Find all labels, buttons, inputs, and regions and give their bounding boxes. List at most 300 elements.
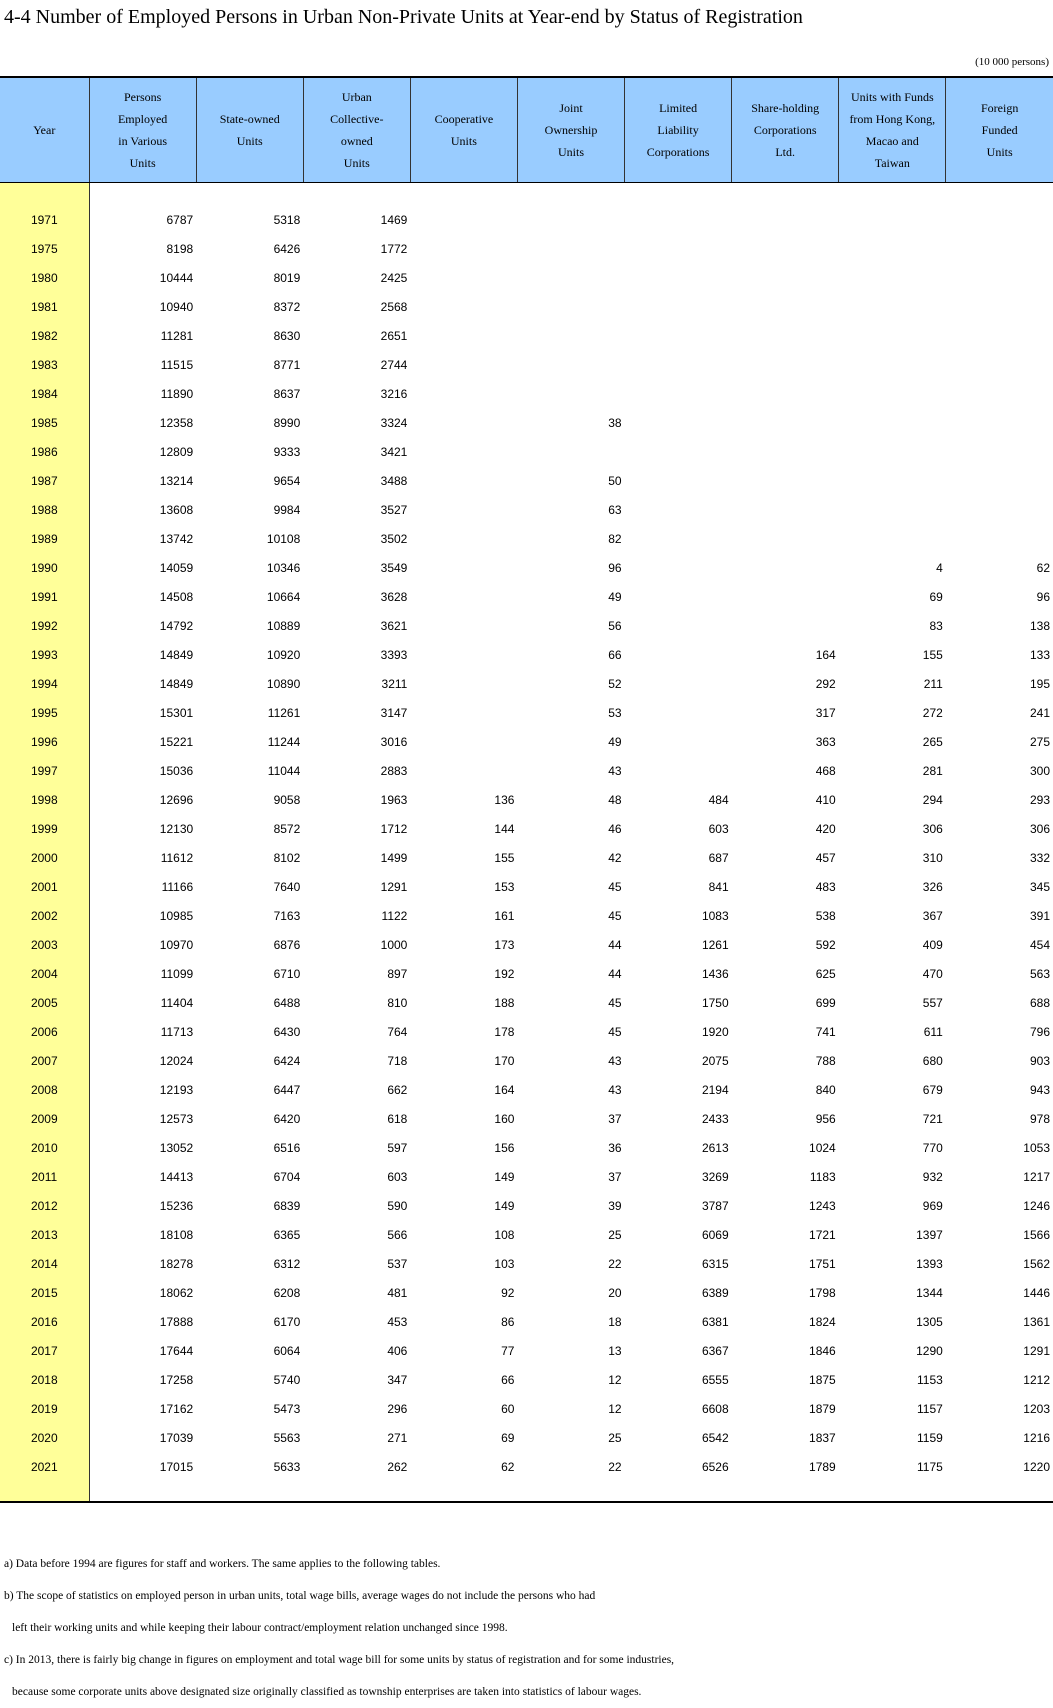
table-row bbox=[0, 495, 1053, 524]
value-cell: 770 bbox=[922, 1140, 943, 1155]
column-header-line: Units bbox=[129, 156, 156, 170]
value-cell: 10940 bbox=[159, 299, 194, 314]
table-row bbox=[0, 1133, 1053, 1162]
value-cell: 10108 bbox=[266, 531, 301, 546]
value-cell: 173 bbox=[494, 937, 515, 952]
value-cell: 9058 bbox=[273, 792, 301, 807]
value-cell: 241 bbox=[1029, 705, 1050, 720]
value-cell: 10920 bbox=[266, 647, 301, 662]
year-cell: 2020 bbox=[0, 1423, 89, 1452]
year-cell: 1982 bbox=[0, 321, 89, 350]
value-cell: 310 bbox=[922, 850, 943, 865]
table-row bbox=[0, 756, 1053, 785]
value-cell: 12573 bbox=[159, 1111, 194, 1126]
value-cell: 62 bbox=[501, 1459, 515, 1474]
value-cell bbox=[410, 321, 517, 350]
value-cell: 11099 bbox=[160, 966, 194, 981]
value-cell: 5318 bbox=[273, 212, 301, 227]
value-cell: 1153 bbox=[917, 1372, 943, 1387]
table-row bbox=[0, 901, 1053, 930]
value-cell: 153 bbox=[494, 879, 515, 894]
year-cell: 1991 bbox=[0, 582, 89, 611]
value-cell: 699 bbox=[815, 995, 836, 1010]
value-cell: 5633 bbox=[273, 1459, 301, 1474]
year-cell: 1995 bbox=[0, 698, 89, 727]
value-cell: 1751 bbox=[809, 1256, 836, 1271]
value-cell: 9984 bbox=[273, 502, 301, 517]
value-cell bbox=[946, 437, 1053, 466]
value-cell bbox=[625, 379, 732, 408]
value-cell bbox=[946, 524, 1053, 553]
column-header-line: Units bbox=[986, 145, 1013, 159]
value-cell: 8771 bbox=[273, 357, 301, 372]
value-cell: 103 bbox=[494, 1256, 515, 1271]
value-cell: 796 bbox=[1029, 1024, 1050, 1039]
value-cell bbox=[732, 292, 839, 321]
value-cell: 454 bbox=[1029, 937, 1050, 952]
value-cell: 2194 bbox=[701, 1082, 729, 1097]
value-cell: 60 bbox=[501, 1401, 515, 1416]
value-cell: 18 bbox=[608, 1314, 622, 1329]
value-cell: 363 bbox=[815, 734, 836, 749]
value-cell: 688 bbox=[1029, 995, 1050, 1010]
value-cell: 6608 bbox=[701, 1401, 729, 1416]
value-cell: 538 bbox=[815, 908, 836, 923]
value-cell: 1721 bbox=[809, 1227, 836, 1242]
value-cell: 25 bbox=[608, 1430, 622, 1445]
value-cell bbox=[625, 408, 732, 437]
value-cell: 45 bbox=[608, 1024, 622, 1039]
column-header-line: Cooperative bbox=[434, 112, 494, 126]
value-cell bbox=[946, 292, 1053, 321]
value-cell: 597 bbox=[387, 1140, 408, 1155]
value-cell: 8572 bbox=[273, 821, 301, 836]
year-cell: 2004 bbox=[0, 959, 89, 988]
column-header-line: Taiwan bbox=[874, 156, 910, 170]
value-cell: 66 bbox=[501, 1372, 515, 1387]
table-row bbox=[0, 1162, 1053, 1191]
spacer-cell bbox=[839, 183, 946, 206]
value-cell: 155 bbox=[922, 647, 943, 662]
value-cell: 3016 bbox=[380, 734, 408, 749]
value-cell bbox=[732, 321, 839, 350]
value-cell bbox=[839, 524, 946, 553]
table-row bbox=[0, 872, 1053, 901]
value-cell bbox=[732, 437, 839, 466]
value-cell bbox=[410, 234, 517, 263]
value-cell: 326 bbox=[922, 879, 943, 894]
value-cell bbox=[732, 495, 839, 524]
value-cell: 563 bbox=[1029, 966, 1050, 981]
table-row bbox=[0, 785, 1053, 814]
year-cell: 1981 bbox=[0, 292, 89, 321]
value-cell: 49 bbox=[608, 589, 622, 604]
year-cell: 1999 bbox=[0, 814, 89, 843]
value-cell: 1024 bbox=[809, 1140, 836, 1155]
value-cell: 10444 bbox=[159, 270, 194, 285]
value-cell: 10985 bbox=[159, 908, 194, 923]
value-cell: 18278 bbox=[159, 1256, 194, 1271]
value-cell: 43 bbox=[608, 1082, 622, 1097]
value-cell: 3527 bbox=[380, 502, 408, 517]
value-cell: 557 bbox=[922, 995, 943, 1010]
value-cell bbox=[946, 495, 1053, 524]
value-cell: 306 bbox=[922, 821, 943, 836]
year-cell: 1983 bbox=[0, 350, 89, 379]
value-cell: 1436 bbox=[701, 966, 729, 981]
value-cell bbox=[410, 205, 517, 234]
footnote: a) Data before 1994 are figures for staff and workers. The same applies to the following tables. bbox=[4, 1558, 441, 1570]
value-cell bbox=[839, 263, 946, 292]
value-cell: 1963 bbox=[380, 792, 408, 807]
table-row bbox=[0, 640, 1053, 669]
value-cell: 956 bbox=[815, 1111, 836, 1126]
value-cell: 1203 bbox=[1023, 1401, 1050, 1416]
value-cell: 468 bbox=[815, 763, 836, 778]
value-cell: 188 bbox=[494, 995, 515, 1010]
value-cell: 144 bbox=[494, 821, 515, 836]
value-cell: 45 bbox=[608, 908, 622, 923]
value-cell bbox=[517, 292, 624, 321]
value-cell: 44 bbox=[608, 966, 622, 981]
value-cell: 275 bbox=[1029, 734, 1050, 749]
value-cell: 2651 bbox=[380, 328, 408, 343]
value-cell bbox=[946, 466, 1053, 495]
value-cell: 195 bbox=[1029, 676, 1050, 691]
value-cell: 45 bbox=[608, 995, 622, 1010]
value-cell bbox=[732, 553, 839, 582]
spacer-cell bbox=[303, 1481, 410, 1502]
year-cell: 1989 bbox=[0, 524, 89, 553]
value-cell bbox=[410, 611, 517, 640]
value-cell bbox=[410, 495, 517, 524]
value-cell: 6516 bbox=[273, 1140, 301, 1155]
value-cell bbox=[625, 524, 732, 553]
value-cell: 3216 bbox=[380, 386, 408, 401]
value-cell: 1393 bbox=[916, 1256, 943, 1271]
value-cell: 978 bbox=[1029, 1111, 1050, 1126]
value-cell: 11044 bbox=[267, 763, 301, 778]
column-header-line: Corporations bbox=[646, 145, 710, 159]
value-cell: 15221 bbox=[159, 734, 194, 749]
value-cell: 8372 bbox=[273, 299, 301, 314]
table-row bbox=[0, 611, 1053, 640]
value-cell bbox=[410, 669, 517, 698]
value-cell: 14413 bbox=[159, 1169, 194, 1184]
value-cell: 7163 bbox=[273, 908, 301, 923]
value-cell bbox=[732, 524, 839, 553]
table-row bbox=[0, 205, 1053, 234]
value-cell: 1212 bbox=[1023, 1372, 1050, 1387]
value-cell: 25 bbox=[608, 1227, 622, 1242]
table-row bbox=[0, 1365, 1053, 1394]
value-cell bbox=[517, 350, 624, 379]
table-row bbox=[0, 1017, 1053, 1046]
value-cell: 149 bbox=[494, 1169, 515, 1184]
value-cell: 603 bbox=[387, 1169, 408, 1184]
column-header bbox=[89, 77, 196, 183]
value-cell: 12130 bbox=[159, 821, 194, 836]
value-cell: 10889 bbox=[266, 618, 301, 633]
value-cell: 300 bbox=[1029, 763, 1050, 778]
value-cell: 12193 bbox=[159, 1082, 194, 1097]
value-cell: 6069 bbox=[701, 1227, 729, 1242]
table-row bbox=[0, 988, 1053, 1017]
value-cell: 1798 bbox=[809, 1285, 836, 1300]
value-cell: 86 bbox=[501, 1314, 515, 1329]
value-cell: 8630 bbox=[273, 328, 301, 343]
value-cell bbox=[946, 350, 1053, 379]
value-cell: 12809 bbox=[159, 444, 194, 459]
value-cell bbox=[839, 205, 946, 234]
year-cell: 2011 bbox=[0, 1162, 89, 1191]
column-header-line: Limited bbox=[659, 101, 698, 115]
column-header-line: Persons bbox=[123, 90, 162, 104]
value-cell: 10346 bbox=[266, 560, 301, 575]
table-row bbox=[0, 1423, 1053, 1452]
value-cell: 6555 bbox=[701, 1372, 729, 1387]
value-cell: 14059 bbox=[159, 560, 194, 575]
year-cell: 2000 bbox=[0, 843, 89, 872]
year-cell: 2016 bbox=[0, 1307, 89, 1336]
value-cell: 7640 bbox=[273, 879, 301, 894]
value-cell: 718 bbox=[387, 1053, 408, 1068]
table-row bbox=[0, 263, 1053, 292]
value-cell: 1290 bbox=[916, 1343, 943, 1358]
value-cell: 1499 bbox=[380, 850, 408, 865]
value-cell bbox=[625, 292, 732, 321]
value-cell: 590 bbox=[387, 1198, 408, 1213]
value-cell: 52 bbox=[608, 676, 622, 691]
value-cell: 453 bbox=[387, 1314, 408, 1329]
table-row bbox=[0, 1249, 1053, 1278]
year-cell: 2018 bbox=[0, 1365, 89, 1394]
table-row bbox=[0, 321, 1053, 350]
value-cell: 764 bbox=[387, 1024, 408, 1039]
value-cell: 1243 bbox=[809, 1198, 836, 1213]
value-cell: 17015 bbox=[159, 1459, 194, 1474]
value-cell: 3488 bbox=[380, 473, 408, 488]
value-cell: 15036 bbox=[159, 763, 194, 778]
column-header-line: Share-holding bbox=[751, 101, 820, 115]
column-header bbox=[839, 77, 946, 183]
column-header-line: Corporations bbox=[753, 123, 817, 137]
value-cell: 943 bbox=[1029, 1082, 1050, 1097]
value-cell bbox=[839, 495, 946, 524]
value-cell: 82 bbox=[608, 531, 622, 546]
value-cell bbox=[946, 234, 1053, 263]
value-cell bbox=[732, 408, 839, 437]
value-cell bbox=[839, 437, 946, 466]
value-cell: 566 bbox=[387, 1227, 408, 1242]
value-cell: 53 bbox=[608, 705, 622, 720]
column-header-line: Ltd. bbox=[775, 145, 796, 159]
value-cell: 10970 bbox=[159, 937, 194, 952]
value-cell: 192 bbox=[494, 966, 515, 981]
value-cell: 6488 bbox=[273, 995, 301, 1010]
value-cell: 69 bbox=[929, 589, 943, 604]
value-cell bbox=[410, 466, 517, 495]
value-cell: 3324 bbox=[380, 415, 408, 430]
value-cell: 13 bbox=[608, 1343, 622, 1358]
value-cell: 50 bbox=[608, 473, 622, 488]
value-cell: 6208 bbox=[273, 1285, 301, 1300]
value-cell: 17258 bbox=[159, 1372, 194, 1387]
value-cell: 1261 bbox=[701, 937, 729, 952]
table-row bbox=[0, 669, 1053, 698]
value-cell: 3502 bbox=[380, 531, 408, 546]
column-header-line: Joint bbox=[559, 101, 583, 115]
spacer-cell bbox=[303, 183, 410, 206]
year-cell: 1992 bbox=[0, 611, 89, 640]
table-row bbox=[0, 466, 1053, 495]
column-header-line: Units bbox=[236, 134, 263, 148]
table-body bbox=[0, 183, 1053, 1503]
value-cell: 17644 bbox=[159, 1343, 194, 1358]
value-cell: 6704 bbox=[273, 1169, 301, 1184]
value-cell: 2433 bbox=[701, 1111, 729, 1126]
value-cell: 6420 bbox=[273, 1111, 301, 1126]
value-cell bbox=[732, 466, 839, 495]
value-cell bbox=[410, 524, 517, 553]
value-cell: 721 bbox=[922, 1111, 943, 1126]
table-row bbox=[0, 350, 1053, 379]
value-cell bbox=[625, 727, 732, 756]
value-cell: 294 bbox=[922, 792, 943, 807]
value-cell bbox=[625, 495, 732, 524]
footnote: b) The scope of statistics on employed person in urban units, total wage bills, average wages do not include the persons who had bbox=[4, 1590, 596, 1602]
value-cell: 17039 bbox=[159, 1430, 194, 1445]
value-cell: 1772 bbox=[380, 241, 408, 256]
value-cell: 6312 bbox=[273, 1256, 301, 1271]
value-cell: 63 bbox=[608, 502, 622, 517]
value-cell: 1157 bbox=[917, 1401, 943, 1416]
table-row bbox=[0, 437, 1053, 466]
year-cell: 2010 bbox=[0, 1133, 89, 1162]
value-cell: 11404 bbox=[160, 995, 194, 1010]
value-cell: 265 bbox=[922, 734, 943, 749]
spacer-cell bbox=[839, 1481, 946, 1502]
value-cell: 136 bbox=[494, 792, 515, 807]
value-cell: 12696 bbox=[159, 792, 194, 807]
value-cell bbox=[410, 756, 517, 785]
value-cell: 6447 bbox=[273, 1082, 301, 1097]
value-cell: 391 bbox=[1029, 908, 1050, 923]
value-cell: 5473 bbox=[273, 1401, 301, 1416]
year-cell: 1990 bbox=[0, 553, 89, 582]
value-cell: 2883 bbox=[380, 763, 408, 778]
column-header bbox=[732, 77, 839, 183]
column-header bbox=[517, 77, 624, 183]
column-header bbox=[303, 77, 410, 183]
year-cell: 2021 bbox=[0, 1452, 89, 1481]
value-cell: 12 bbox=[608, 1401, 622, 1416]
value-cell: 6365 bbox=[273, 1227, 301, 1242]
value-cell bbox=[517, 234, 624, 263]
value-cell bbox=[732, 582, 839, 611]
value-cell bbox=[517, 321, 624, 350]
year-cell: 1984 bbox=[0, 379, 89, 408]
value-cell bbox=[946, 205, 1053, 234]
value-cell: 1291 bbox=[1023, 1343, 1050, 1358]
value-cell: 1846 bbox=[809, 1343, 836, 1358]
value-cell: 11244 bbox=[267, 734, 301, 749]
value-cell: 156 bbox=[494, 1140, 515, 1155]
value-cell: 484 bbox=[708, 792, 729, 807]
value-cell bbox=[732, 234, 839, 263]
value-cell: 1217 bbox=[1023, 1169, 1050, 1184]
value-cell: 6526 bbox=[701, 1459, 729, 1474]
table-title: 4-4 Number of Employed Persons in Urban Non-Private Units at Year-end by Status of Registration bbox=[4, 6, 803, 28]
value-cell bbox=[625, 350, 732, 379]
year-cell: 1985 bbox=[0, 408, 89, 437]
value-cell bbox=[625, 321, 732, 350]
value-cell: 3269 bbox=[701, 1169, 729, 1184]
value-cell: 1159 bbox=[917, 1430, 943, 1445]
value-cell bbox=[625, 756, 732, 785]
value-cell: 1216 bbox=[1023, 1430, 1050, 1445]
footnotes bbox=[4, 1548, 674, 1708]
table-row bbox=[0, 959, 1053, 988]
value-cell: 662 bbox=[387, 1082, 408, 1097]
value-cell: 603 bbox=[708, 821, 729, 836]
value-cell: 347 bbox=[387, 1372, 408, 1387]
value-cell: 178 bbox=[494, 1024, 515, 1039]
value-cell: 2613 bbox=[701, 1140, 729, 1155]
year-cell: 2013 bbox=[0, 1220, 89, 1249]
value-cell: 17162 bbox=[159, 1401, 194, 1416]
value-cell: 44 bbox=[608, 937, 622, 952]
column-header bbox=[946, 77, 1053, 183]
spacer-cell bbox=[625, 183, 732, 206]
year-cell: 1988 bbox=[0, 495, 89, 524]
table-row bbox=[0, 1307, 1053, 1336]
value-cell: 11612 bbox=[160, 850, 194, 865]
value-cell: 18108 bbox=[159, 1227, 194, 1242]
value-cell: 155 bbox=[494, 850, 515, 865]
value-cell: 10664 bbox=[266, 589, 301, 604]
table-row bbox=[0, 1075, 1053, 1104]
value-cell bbox=[946, 408, 1053, 437]
spacer-cell bbox=[517, 183, 624, 206]
column-header bbox=[625, 77, 732, 183]
column-header-line: Units bbox=[343, 156, 370, 170]
value-cell: 1361 bbox=[1023, 1314, 1050, 1329]
table-row bbox=[0, 1452, 1053, 1481]
year-cell: 2009 bbox=[0, 1104, 89, 1133]
year-cell: 2006 bbox=[0, 1017, 89, 1046]
value-cell: 897 bbox=[387, 966, 408, 981]
value-cell: 3393 bbox=[380, 647, 408, 662]
table-row bbox=[0, 1394, 1053, 1423]
value-cell: 6367 bbox=[701, 1343, 729, 1358]
value-cell: 1083 bbox=[701, 908, 729, 923]
value-cell: 1469 bbox=[380, 212, 408, 227]
value-cell: 406 bbox=[387, 1343, 408, 1358]
value-cell: 969 bbox=[922, 1198, 943, 1213]
year-cell: 1980 bbox=[0, 263, 89, 292]
value-cell: 18062 bbox=[159, 1285, 194, 1300]
value-cell: 1879 bbox=[809, 1401, 836, 1416]
value-cell: 15301 bbox=[159, 705, 194, 720]
value-cell bbox=[946, 379, 1053, 408]
table-row bbox=[0, 843, 1053, 872]
footnote: c) In 2013, there is fairly big change in figures on employment and total wage bill for some units by status of registration and for some industries, bbox=[4, 1654, 675, 1666]
column-header-line: Units bbox=[450, 134, 477, 148]
value-cell: 15236 bbox=[159, 1198, 194, 1213]
value-cell: 1175 bbox=[917, 1459, 943, 1474]
value-cell bbox=[410, 437, 517, 466]
